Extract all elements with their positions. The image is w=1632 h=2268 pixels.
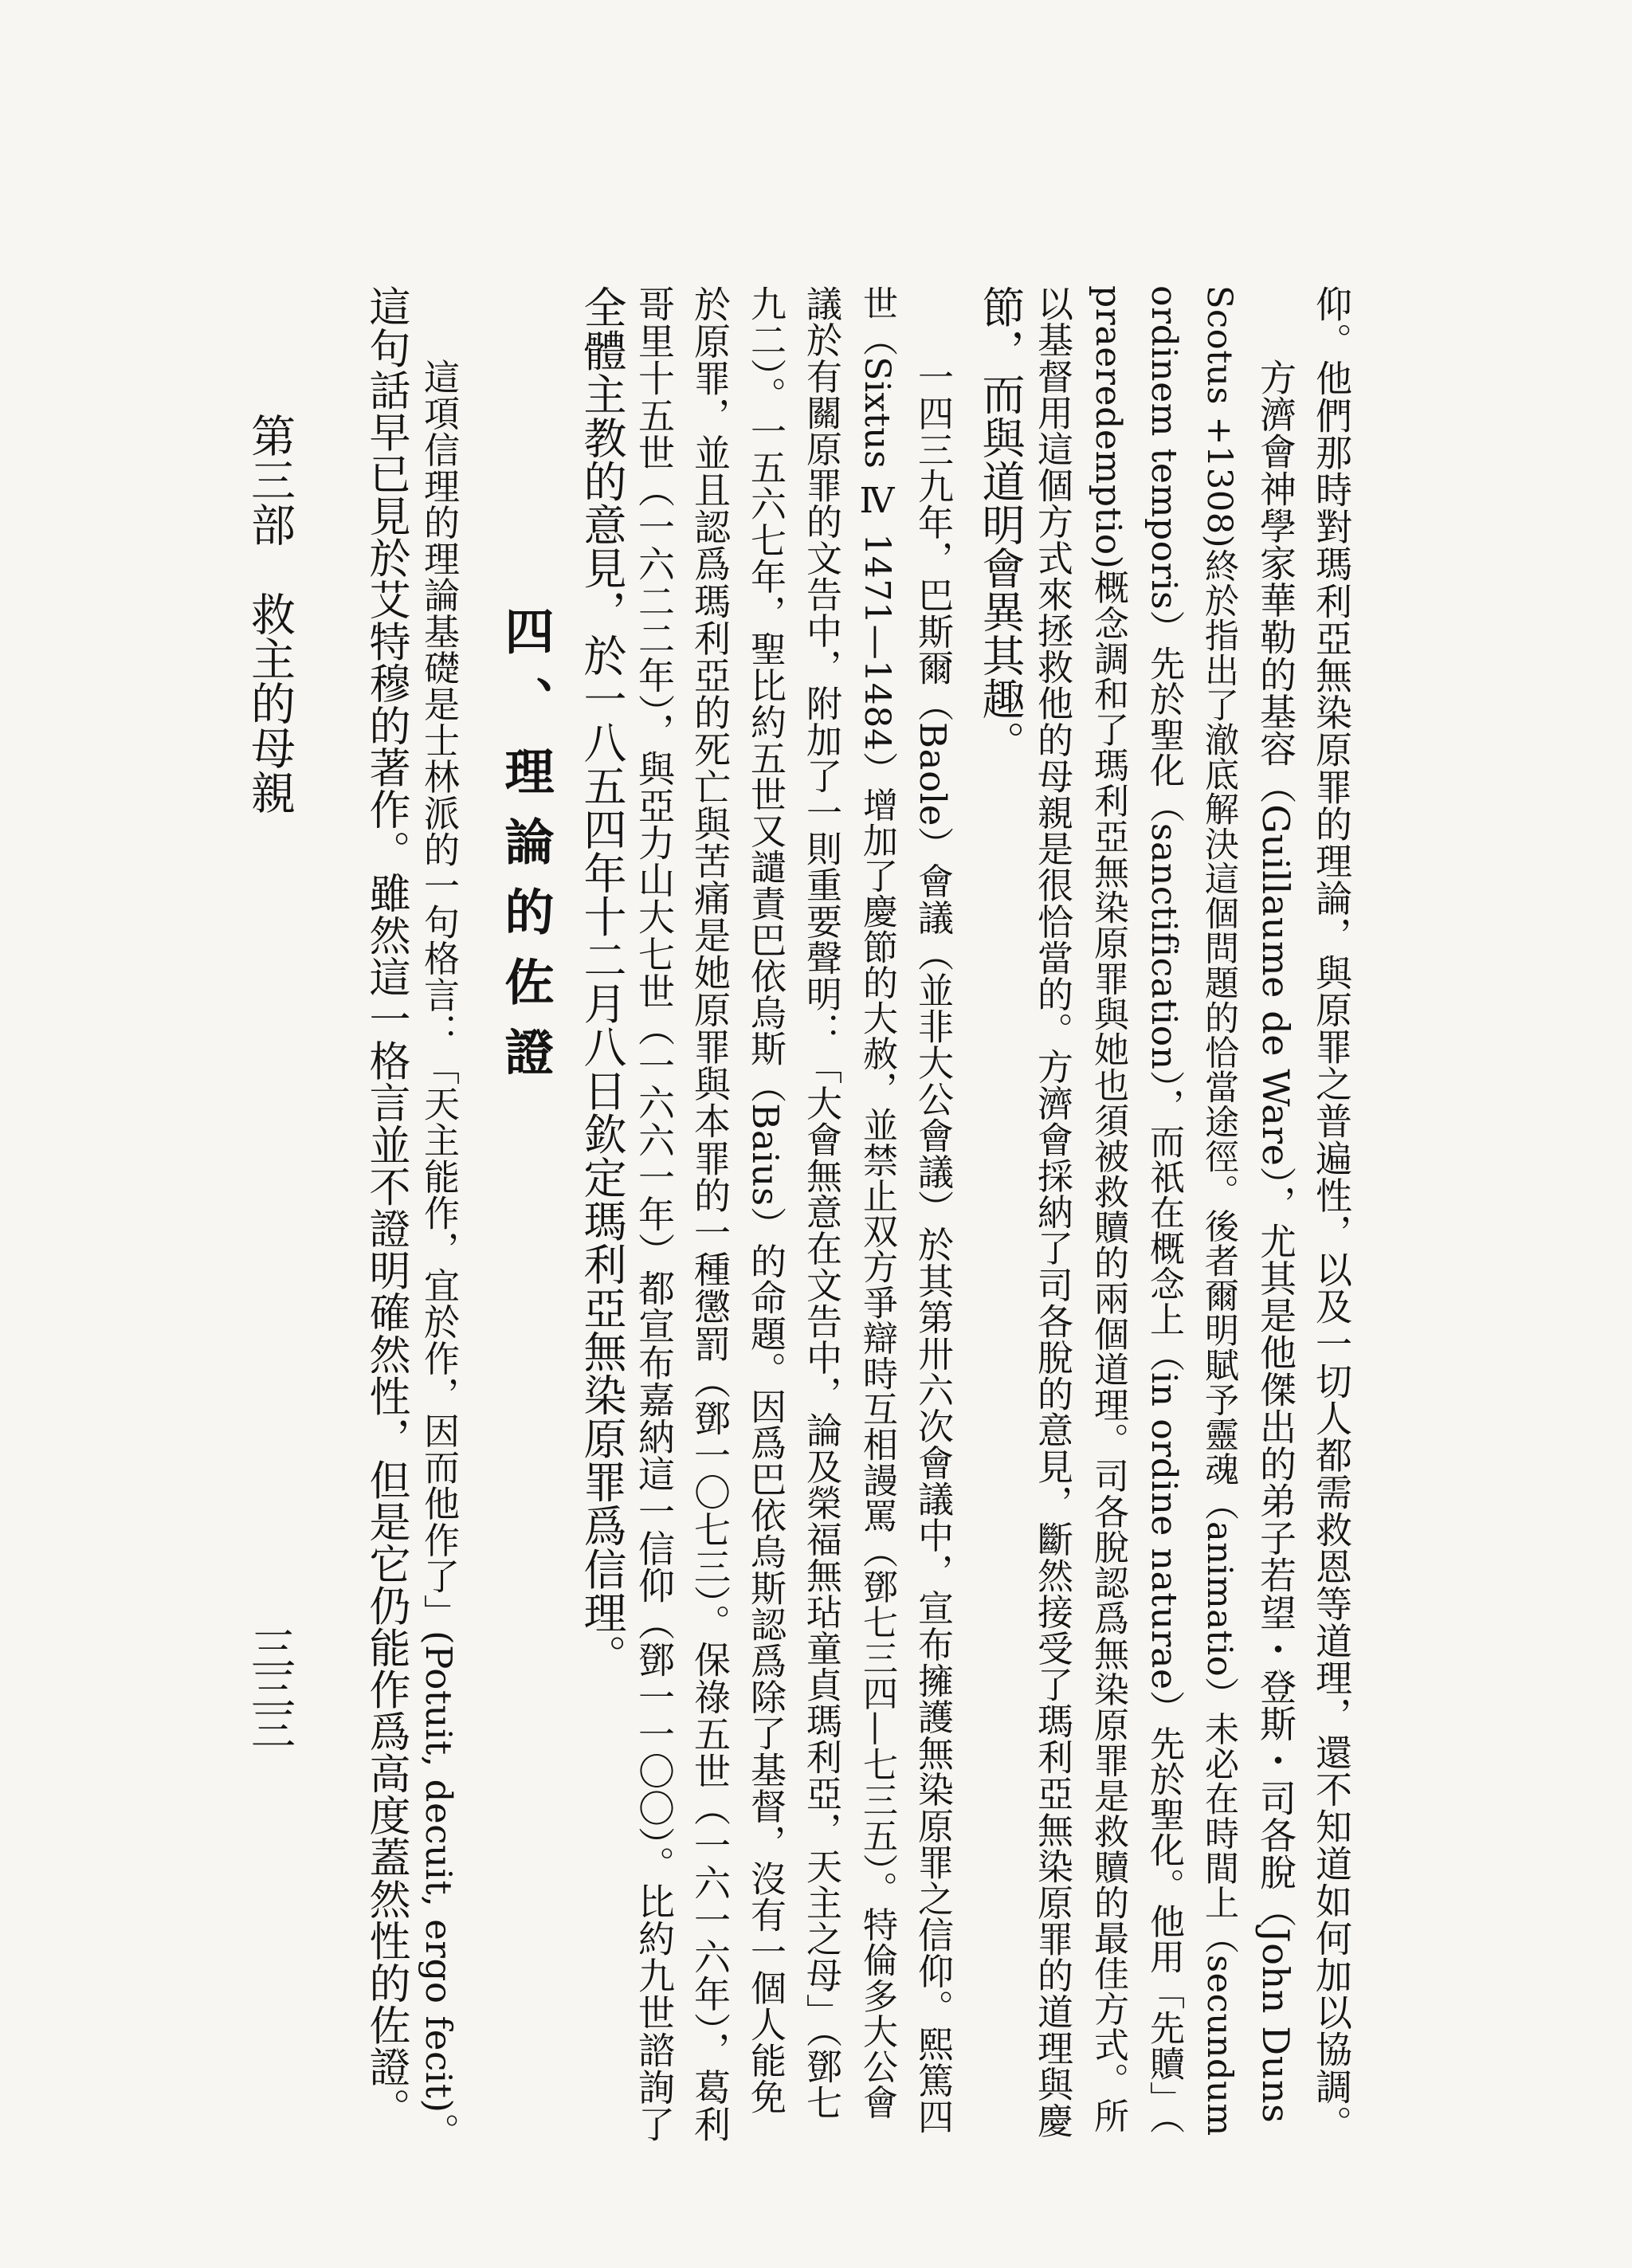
text-line-11: 九二）。一五六七年，聖比約五世又譴責巴依烏斯（Baius）的命題。因爲巴依烏斯認爲除了基督，沒有一個人能免: [744, 285, 787, 2115]
text-line-7: 節，而與道明會異其趣。: [975, 285, 1026, 764]
text-line-4: ordinem temporis）先於聖化（sanctification），而祇在概念上（in ordine naturae）先於聖化。他用「先贖」（: [1144, 285, 1184, 2135]
running-head: 第三部 救主的母親: [244, 413, 296, 814]
text-line-12: 於原罪，並且認爲瑪利亞的死亡與苦痛是她原罪與本罪的一種懲罰（鄧一〇七三）。保祿五世（一六一六年），葛利: [688, 285, 732, 2143]
text-line-1: 仰。他們那時對瑪利亞無染原罪的理論，與原罪之普遍性，以及一切人都需救恩等道理，還不知道如何加以協調。: [1310, 285, 1353, 2142]
text-line-6: 以基督用這個方式來拯救他的母親是很恰當的。方濟會採納了司各脫的意見，斷然接受了瑪利亞無染原罪的道理與慶: [1031, 285, 1073, 2139]
text-line-5: praeredemptio)概念調和了瑪利亞無染原罪與她也須被救贖的兩個道理。司各脫認爲無染原罪是救贖的最佳方式。所: [1088, 285, 1128, 2133]
text-line-15: 這項信理的理論基礎是士林派的一句格言：「天主能作，宜於作，因而他作了」(Potuit, decuit, ergo fecit)。: [418, 359, 460, 2150]
text-line-9: 世（Sixtus Ⅳ 1471—1484）增加了慶節的大赦，並禁止双方爭辯時互相謾罵（鄧七三四—七三五）。特倫多大公會: [857, 285, 897, 2120]
text-line-10: 議於有關原罪的文告中，附加了一則重要聲明：「大會無意在文告中，論及榮福無玷童貞瑪利亞，天主之母」（鄧七: [800, 285, 842, 2121]
text-line-3: Scotus +1308)終於指出了澈底解決這個問題的恰當途徑。後者爾明賦予靈魂（animatio）未必在時間上（secundum: [1199, 285, 1239, 2137]
text-line-14: 全體主教的意見，於一八五四年十二月八日欽定瑪利亞無染原罪爲信理。: [577, 285, 627, 1678]
section-heading: 四、理論的佐證: [496, 606, 555, 1097]
text-line-2: 方濟會神學家華勒的基容（Guillaume de Ware），尤其是他傑出的弟子若望・登斯・司各脫（John Duns: [1254, 359, 1297, 2124]
text-line-16: 這句話早已見於艾特穆的著作。雖然這一格言並不證明確然性，但是它仍能作爲高度蓋然性的佐證。: [362, 285, 410, 2130]
page-number: 三三三: [244, 1626, 296, 1745]
text-line-8: 一四三九年，巴斯爾（Baole）會議（並非大公會議）於其第卅六次會議中，宣布擁護無染原罪之信仰。熙篤四: [912, 359, 954, 2135]
text-line-13: 哥里十五世（一六二二年），與亞力山大七世（一六六一年）都宣布嘉納這一信仰（鄧一一〇〇）。比約九世諮詢了: [633, 285, 676, 2143]
